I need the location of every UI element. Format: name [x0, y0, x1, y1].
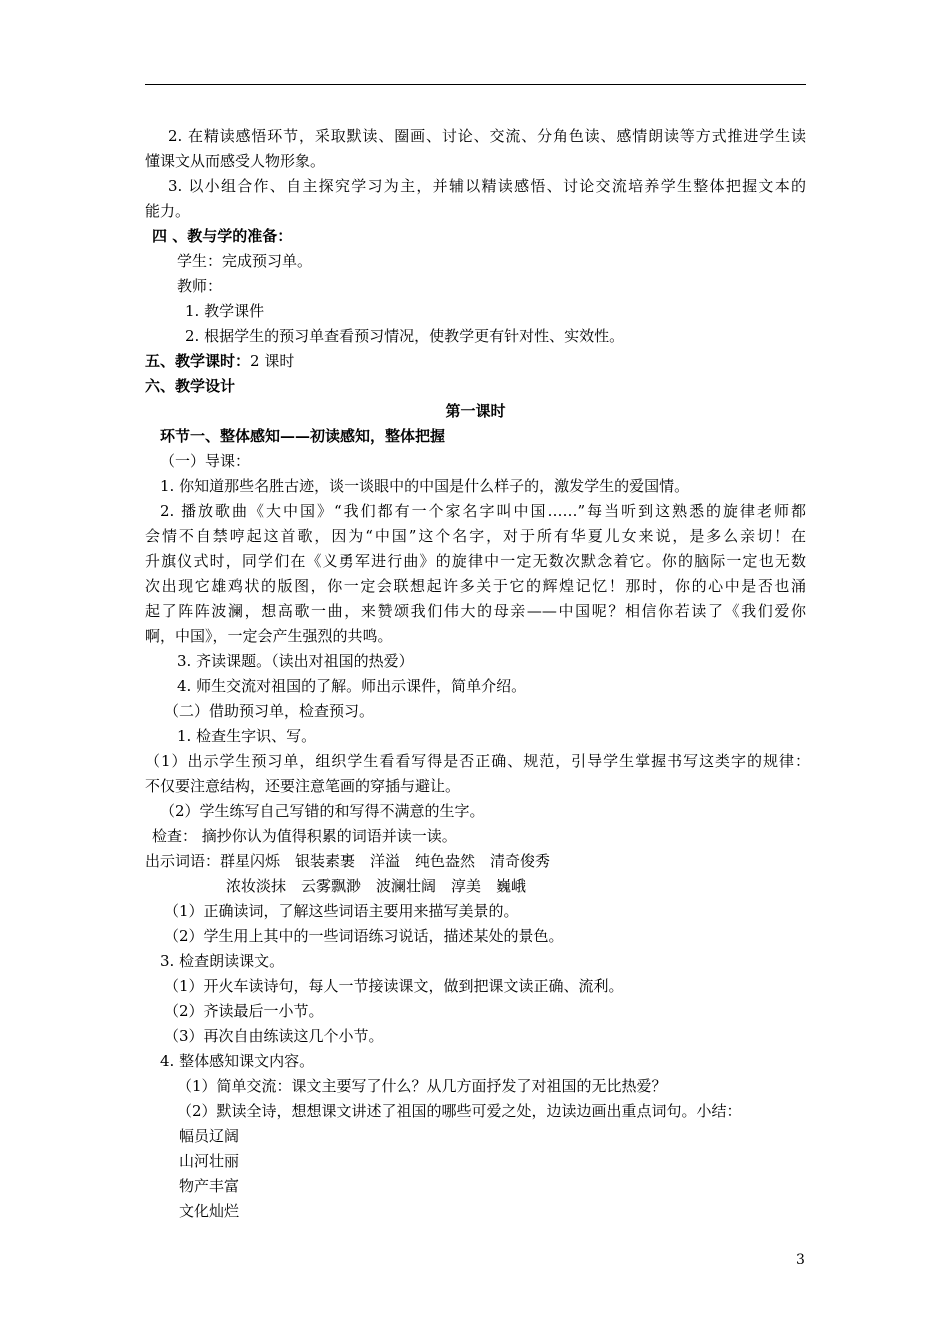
line-4: 能力。	[145, 202, 191, 220]
line-24: （二）借助预习单，检查预习。	[164, 702, 375, 720]
line-41: 幅员辽阔	[179, 1127, 240, 1145]
line-44: 文化灿烂	[179, 1202, 240, 1220]
line-26: （1）出示学生预习单，组织学生看看写得是否正确、规范，引导学生掌握书写这类字的规律：	[145, 752, 810, 770]
line-18: 升旗仪式时，同学们在《义勇军进行曲》的旋律中一定无数次默念着它。你的脑际一定也无数	[145, 552, 806, 570]
line-39: （1）简单交流：课文主要写了什么？从几方面抒发了对祖国的无比热爱？	[177, 1077, 667, 1095]
line-27: 不仅要注意结构，还要注意笔画的穿插与避让。	[145, 777, 461, 795]
line-3: 3. 以小组合作、自主探究学习为主，并辅以精读感悟、讨论交流培养学生整体把握文本的	[168, 177, 806, 195]
line-35: （1）开火车读诗句，每人一节接读课文，做到把课文读正确、流利。	[164, 977, 624, 995]
line-19: 次出现它雄鸡状的版图，你一定会联想起许多关于它的辉煌记忆！那时，你的心中是否也涌	[145, 577, 806, 595]
line-30: 出示词语：群星闪烁 银装素裹 洋溢 纯色盎然 清奇俊秀	[145, 852, 551, 870]
line-31: 浓妆淡抹 云雾飘渺 波澜壮阔 淳美 巍峨	[226, 877, 527, 895]
section-heading-5-value: 2 课时	[250, 352, 295, 370]
section-heading-5-label: 五、教学课时：	[145, 352, 251, 370]
line-42: 山河壮丽	[179, 1152, 240, 1170]
line-34: 3. 检查朗读课文。	[160, 952, 285, 970]
line-33: （2）学生用上其中的一些词语练习说话，描述某处的景色。	[164, 927, 564, 945]
line-22: 3. 齐读课题。（读出对祖国的热爱）	[177, 652, 414, 670]
lesson-title: 第一课时	[445, 402, 506, 420]
line-29: 检查： 摘抄你认为值得积累的词语并读一读。	[152, 827, 457, 845]
line-23: 4. 师生交流对祖国的了解。师出示课件，简单介绍。	[177, 677, 527, 695]
line-2: 懂课文从而感受人物形象。	[145, 152, 326, 170]
line-43: 物产丰富	[179, 1177, 240, 1195]
stage-heading: 环节一、整体感知——初读感知，整体把握	[160, 427, 446, 445]
line-1: 2. 在精读感悟环节，采取默读、圈画、讨论、交流、分角色读、感情朗读等方式推进学生读	[168, 127, 806, 145]
page-number: 3	[796, 1252, 805, 1268]
line-32: （1）正确读词，了解这些词语主要用来描写美景的。	[164, 902, 519, 920]
line-20: 起了阵阵波澜，想高歌一曲，来赞颂我们伟大的母亲——中国呢？相信你若读了《我们爱你	[145, 602, 806, 620]
line-28: （2）学生练写自己写错的和写得不满意的生字。	[160, 802, 485, 820]
line-7: 教师：	[177, 277, 223, 295]
line-9: 2. 根据学生的预习单查看预习情况，使教学更有针对性、实效性。	[185, 327, 625, 345]
line-17: 会情不自禁哼起这首歌，因为“中国”这个名字，对于所有华夏儿女来说，是多么亲切！在	[145, 527, 806, 545]
line-36: （2）齐读最后一小节。	[164, 1002, 324, 1020]
line-38: 4. 整体感知课文内容。	[160, 1052, 315, 1070]
section-heading-6: 六、教学设计	[145, 377, 236, 395]
line-25: 1. 检查生字识、写。	[177, 727, 317, 745]
line-6: 学生：完成预习单。	[177, 252, 313, 270]
line-21: 啊，中国》，一定会产生强烈的共鸣。	[145, 627, 393, 645]
line-8: 1. 教学课件	[185, 302, 265, 320]
section-heading-4: 四 、教与学的准备：	[152, 227, 293, 245]
line-40: （2）默读全诗，想想课文讲述了祖国的哪些可爱之处，边读边画出重点词句。小结：	[177, 1102, 742, 1120]
section-heading-5	[145, 349, 294, 374]
line-15: 1. 你知道那些名胜古迹，谈一谈眼中的中国是什么样子的，激发学生的爱国情。	[160, 477, 690, 495]
header-rule	[145, 84, 806, 85]
line-37: （3）再次自由练读这几个小节。	[164, 1027, 384, 1045]
line-14: （一）导课：	[160, 452, 251, 470]
line-16: 2. 播放歌曲《大中国》“我们都有一个家名字叫中国……”每当听到这熟悉的旋律老师都	[160, 502, 806, 520]
